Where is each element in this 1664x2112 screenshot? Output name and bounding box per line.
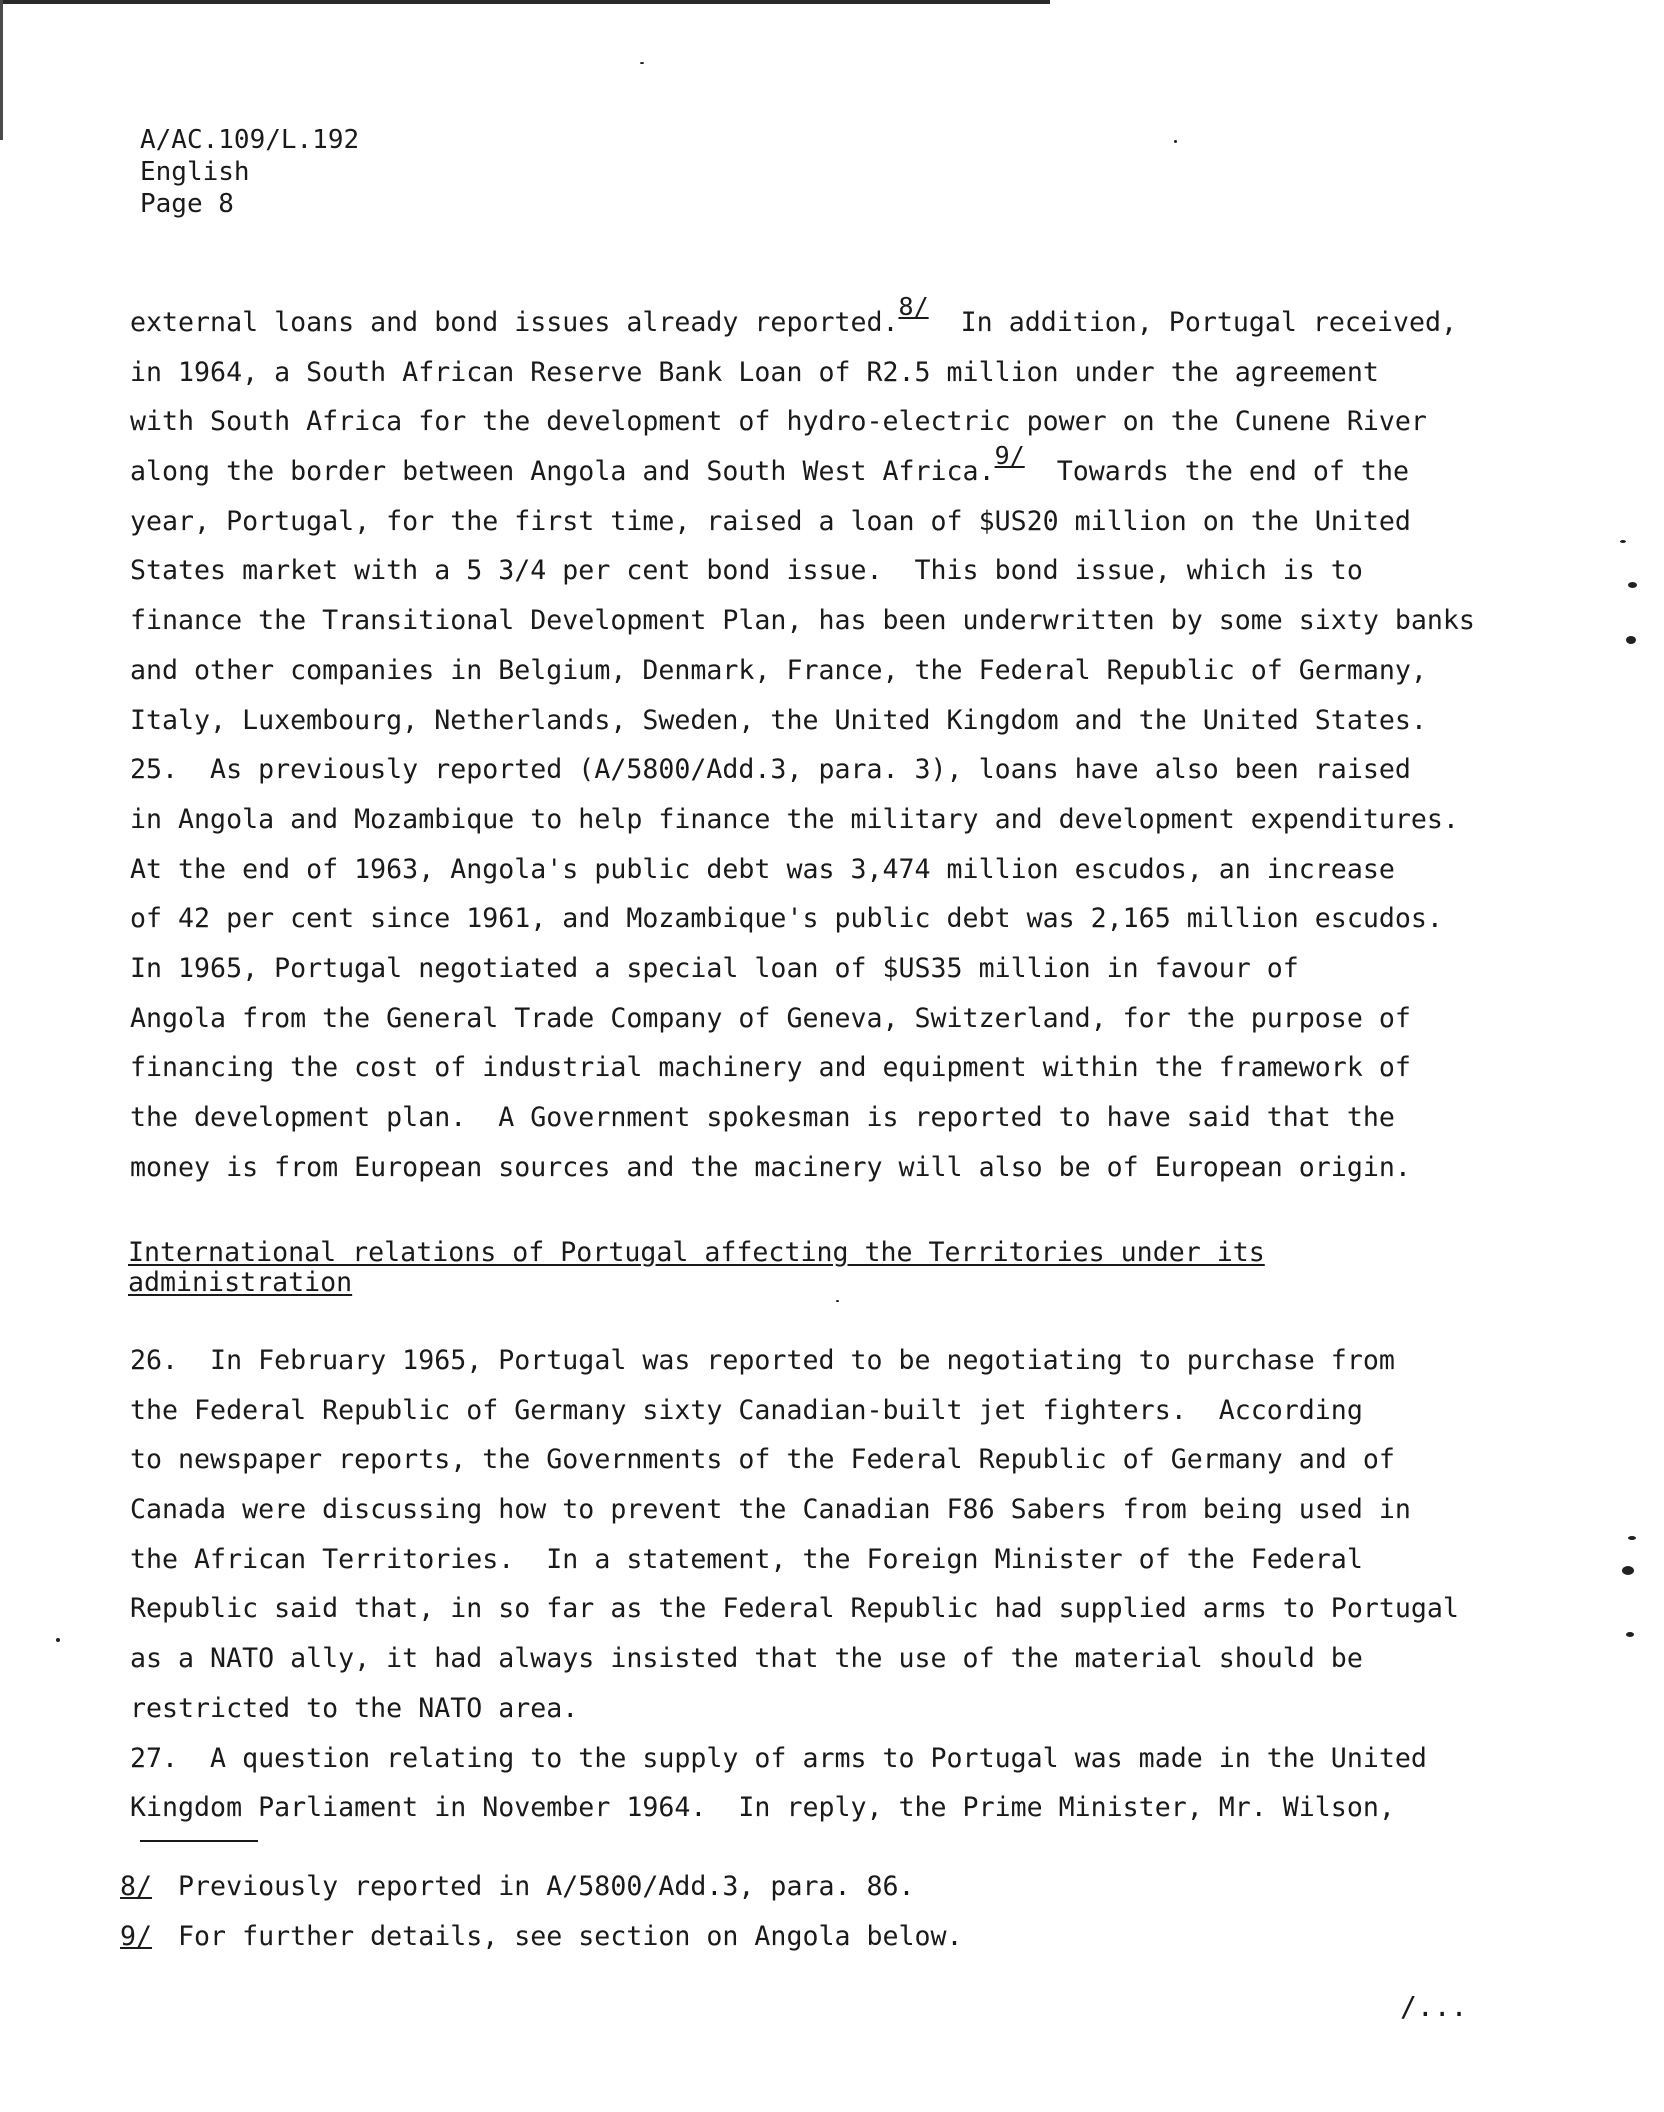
scan-speck — [56, 1638, 60, 1642]
text-line: 27. A question relating to the supply of arms to Portugal was made in the United — [130, 1742, 1427, 1774]
footnotes — [120, 1862, 963, 1962]
footnote-mark: 9/ — [120, 1921, 153, 1952]
text-line: of 42 per cent since 1961, and Mozambique's public debt was 2,165 million escudos. — [130, 903, 1443, 935]
paragraph-block-2 — [130, 1336, 1550, 1833]
text-line: in 1964, a South African Reserve Bank Loan of R2.5 million under the agreement — [130, 356, 1379, 388]
text-line: the African Territories. In a statement, the Foreign Minister of the Federal — [130, 1543, 1363, 1575]
document-header — [140, 124, 359, 220]
text-line: the Federal Republic of Germany sixty Canadian-built jet fighters. According — [130, 1394, 1363, 1426]
text-line: 26. In February 1965, Portugal was reported to be negotiating to purchase from — [130, 1345, 1395, 1376]
text-line: Republic said that, in so far as the Federal Republic had supplied arms to Portugal — [130, 1593, 1459, 1625]
text-line: the development plan. A Government spokesman is reported to have said that the — [130, 1102, 1395, 1133]
section-heading — [128, 1238, 1265, 1298]
text-line: Angola from the General Trade Company of Geneva, Switzerland, for the purpose of — [130, 1002, 1411, 1034]
scan-speck — [1628, 582, 1637, 588]
scan-speck — [1622, 1566, 1634, 1575]
scan-speck — [1626, 636, 1636, 644]
section-heading-line: International relations of Portugal affecting the Territories under its — [128, 1237, 1265, 1268]
scan-speck — [1626, 1632, 1634, 1637]
continuation-marker: /... — [1400, 1990, 1468, 2023]
scan-edge-top — [0, 0, 1050, 4]
text-line: Kingdom Parliament in November 1964. In reply, the Prime Minister, Mr. Wilson, — [130, 1792, 1395, 1824]
footnote-reference: 9/ — [994, 441, 1025, 471]
text-line — [130, 441, 1550, 497]
footnote-text: Previously reported in A/5800/Add.3, para. 86. — [178, 1871, 915, 1902]
scan-speck — [1620, 540, 1626, 543]
page-number: Page 8 — [140, 189, 234, 219]
text-line: as a NATO ally, it had always insisted that the use of the material should be — [130, 1643, 1363, 1675]
scan-speck — [836, 1300, 839, 1302]
text-line: to newspaper reports, the Governments of the Federal Republic of Germany and of — [130, 1444, 1395, 1476]
text-line: year, Portugal, for the first time, raised a loan of $US20 million on the United — [130, 505, 1411, 537]
text-line: finance the Transitional Development Plan, has been underwritten by some sixty banks — [130, 605, 1475, 637]
text-segment: In addition, Portugal received, — [928, 307, 1457, 338]
footnote-reference: 8/ — [898, 292, 929, 321]
text-line: with South Africa for the development of hydro-electric power on the Cunene River — [130, 406, 1427, 438]
footnote — [120, 1912, 963, 1962]
text-segment: along the border between Angola and South West Africa. — [130, 456, 995, 488]
text-line: 25. As previously reported (A/5800/Add.3, para. 3), loans have also been raised — [130, 754, 1411, 786]
section-heading-line: administration — [128, 1267, 353, 1298]
text-line: restricted to the NATO area. — [130, 1692, 579, 1724]
text-line: in Angola and Mozambique to help finance the military and development expenditures. — [130, 803, 1459, 835]
text-line: At the end of 1963, Angola's public debt was 3,474 million escudos, an increase — [130, 853, 1395, 885]
footnote — [120, 1862, 963, 1912]
text-line: Italy, Luxembourg, Netherlands, Sweden, the United Kingdom and the United States. — [130, 704, 1427, 736]
text-line: and other companies in Belgium, Denmark, France, the Federal Republic of Germany, — [130, 654, 1427, 686]
text-line: money is from European sources and the macinery will also be of European origin. — [130, 1151, 1411, 1183]
scan-speck — [1174, 140, 1177, 143]
scan-speck — [640, 62, 644, 64]
text-line: financing the cost of industrial machinery and equipment within the framework of — [130, 1052, 1411, 1084]
text-segment: Towards the end of the — [1024, 456, 1409, 488]
text-line: States market with a 5 3/4 per cent bond issue. This bond issue, which is to — [130, 555, 1363, 587]
document-language: English — [140, 157, 250, 187]
text-line: Canada were discussing how to prevent the Canadian F86 Sabers from being used in — [130, 1494, 1411, 1526]
scan-edge-left — [0, 0, 3, 140]
paragraph-block-1 — [130, 292, 1550, 1192]
text-segment: external loans and bond issues already reported. — [130, 307, 899, 338]
footnote-text: For further details, see section on Angola below. — [178, 1921, 963, 1952]
scan-speck — [1628, 1536, 1636, 1540]
document-symbol: A/AC.109/L.192 — [140, 125, 360, 155]
text-line: In 1965, Portugal negotiated a special loan of $US35 million in favour of — [130, 952, 1299, 984]
footnote-divider — [140, 1840, 258, 1842]
footnote-mark: 8/ — [120, 1871, 153, 1902]
text-line — [130, 292, 1550, 348]
